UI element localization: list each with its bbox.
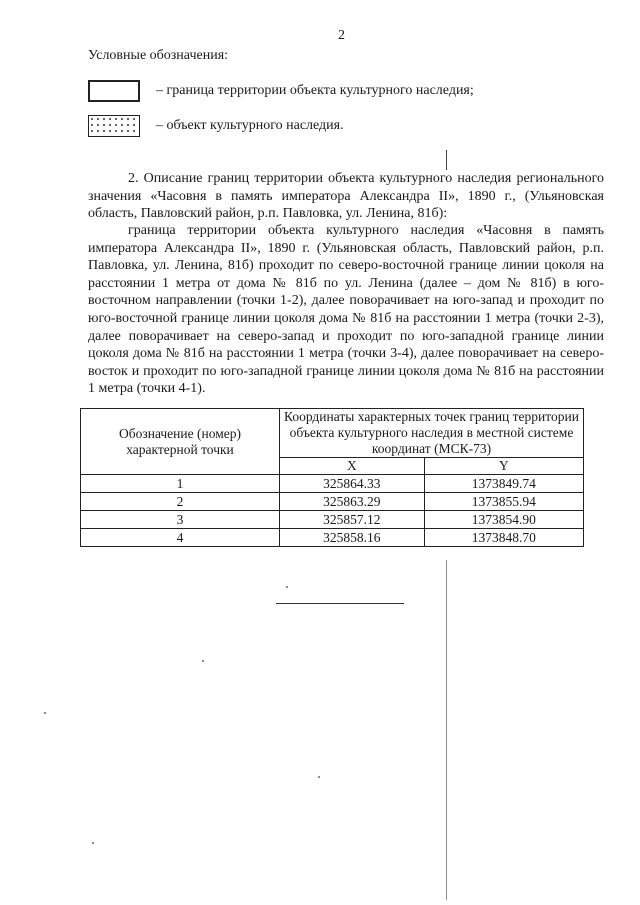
table-row	[81, 493, 584, 511]
header-coords: Координаты характерных точек границ территории объекта культурного наследия в местной системе координат (МСК-73)	[280, 409, 584, 458]
scan-speck	[92, 842, 94, 844]
scan-speck	[44, 712, 46, 714]
table-row	[81, 475, 584, 493]
scan-speck	[318, 776, 320, 778]
table-row	[81, 511, 584, 529]
cell-point: 1	[81, 475, 280, 493]
legend-item-object	[88, 115, 344, 137]
signature-line	[276, 603, 404, 604]
dotted-rect-icon	[88, 115, 140, 137]
table-row	[81, 529, 584, 547]
legend-item-text: – объект культурного наследия.	[156, 118, 344, 133]
boundary-description-paragraph: граница территории объекта культурного наследия «Часовня в память императора Александра II», 1890 г. (Ульяновская область, Павловский район, р.п. Павловка, ул. Ленина, 81б) проходит по северо-восточной границе линии цоколя на расстоянии 1 метра от дома № 81б по ул. Ленина (далее – дом № 81б) в юго-восточном направлении (точки 1-2), далее поворачивает на юго-запад и проходит по юго-восточной границе линии цоколя дома № 81б на расстоянии 1 метра (точки 2-3), далее поворачивает на северо-запад и проходит по юго-западной границе линии цоколя дома № 81б на расстоянии 1 метра (точки 3-4), далее поворачивает на северо-восток и проходит по юго-западной границе линии цоколя дома № 81б на расстоянии 1 метра (точки 4-1).	[88, 223, 604, 397]
cell-y: 1373854.90	[424, 511, 583, 529]
header-y: Y	[424, 458, 583, 475]
scan-speck	[202, 660, 204, 662]
cell-y: 1373855.94	[424, 493, 583, 511]
boundary-rect-icon	[88, 80, 140, 102]
scan-fold-line	[446, 150, 447, 170]
cell-y: 1373848.70	[424, 529, 583, 547]
legend-heading: Условные обозначения:	[88, 48, 229, 63]
coordinates-table	[80, 408, 584, 547]
header-point: Обозначение (номер) характерной точки	[81, 409, 280, 475]
legend-item-text: – граница территории объекта культурного наследия;	[156, 83, 474, 98]
cell-x: 325857.12	[280, 511, 425, 529]
cell-point: 3	[81, 511, 280, 529]
section-heading-paragraph: 2. Описание границ территории объекта культурного наследия регионального значения «Часовня в память императора Александра II», 1890 г., (Ульяновская область, Павловский район, р.п. Павловка, ул. Ленина, 81б):	[88, 171, 604, 222]
cell-x: 325863.29	[280, 493, 425, 511]
cell-x: 325858.16	[280, 529, 425, 547]
cell-point: 2	[81, 493, 280, 511]
header-x: X	[280, 458, 425, 475]
cell-point: 4	[81, 529, 280, 547]
cell-y: 1373849.74	[424, 475, 583, 493]
page-number: 2	[338, 28, 345, 43]
scan-speck	[286, 586, 288, 588]
legend-item-boundary	[88, 80, 474, 102]
cell-x: 325864.33	[280, 475, 425, 493]
scan-fold-line	[446, 560, 447, 900]
